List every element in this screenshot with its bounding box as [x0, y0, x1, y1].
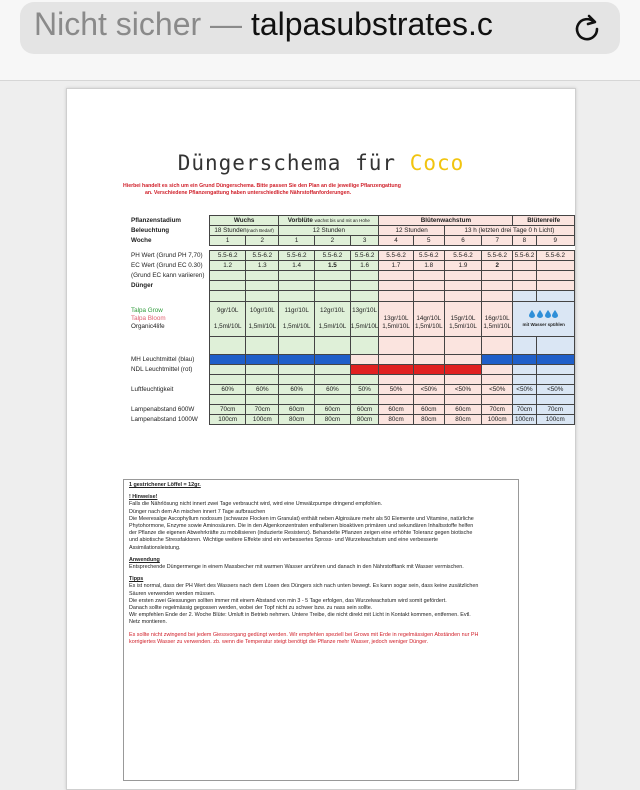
- lamp600-cell: 60cm: [315, 405, 351, 415]
- lamp600-row: [129, 405, 575, 415]
- week-cell: 6: [444, 236, 481, 246]
- empty-cell: [210, 291, 246, 302]
- humidity-row: [129, 385, 575, 395]
- label-duenger: Dünger: [131, 281, 154, 289]
- empty-cell: [129, 395, 210, 405]
- week-cell: 1: [210, 236, 246, 246]
- empty-cell: [350, 355, 379, 365]
- empty-cell: [210, 365, 246, 375]
- empty-cell: [413, 395, 444, 405]
- lamp1000-cell: 80cm: [350, 415, 379, 425]
- stage-row: [129, 216, 575, 226]
- empty-cell: [513, 375, 536, 385]
- mh-light-bar: [315, 355, 351, 365]
- empty-cell: [279, 281, 315, 291]
- dose-cell: [350, 302, 379, 337]
- empty-cell: [350, 271, 379, 281]
- organic-dose: 1,5ml/10L: [318, 323, 347, 330]
- empty-cell: [513, 271, 536, 281]
- empty-cell: [129, 337, 210, 355]
- empty-cell: [379, 395, 413, 405]
- mh-row: [129, 355, 575, 365]
- empty-cell: [482, 291, 513, 302]
- empty-cell: [413, 355, 444, 365]
- empty-cell: [379, 281, 413, 291]
- empty-cell: [246, 281, 279, 291]
- empty-cell: [482, 281, 513, 291]
- duenger-row: [129, 281, 575, 291]
- week-row: [129, 236, 575, 246]
- dose-cell: [379, 302, 413, 337]
- empty-cell: [315, 337, 351, 355]
- lamp1000-row: [129, 415, 575, 425]
- empty-cell: [536, 365, 574, 375]
- empty-cell: [513, 291, 536, 302]
- water-drop-icon: [545, 310, 551, 318]
- empty-cell: [315, 395, 351, 405]
- empty-cell: [350, 375, 379, 385]
- stage-bluetenwachstum: Blütenwachstum: [379, 216, 513, 226]
- empty-cell: [315, 281, 351, 291]
- lamp1000-cell: 100cm: [536, 415, 574, 425]
- label-organic: Organic4life: [131, 323, 165, 330]
- lamp600-cell: 70cm: [210, 405, 246, 415]
- lamp1000-cell: 80cm: [413, 415, 444, 425]
- spoon-note: 1 gestrichener Löffel = 12gr.: [129, 482, 201, 488]
- tipps-line: Säuren verwenden werden müssen.: [129, 590, 216, 597]
- empty-cell: [482, 337, 513, 355]
- lamp600-cell: 70cm: [536, 405, 574, 415]
- tipps-line: Es ist normal, dass der PH Wert des Wassers nach dem Lösen des Düngers sich nach unten bewegt. Es kann sogar sein, dass keine zusätzlichen: [129, 583, 479, 590]
- mh-light-bar: [482, 355, 513, 365]
- empty-cell: [279, 365, 315, 375]
- empty-cell: [413, 281, 444, 291]
- ec-cell: 1.4: [279, 261, 315, 271]
- empty-cell: [210, 281, 246, 291]
- fertilizer-labels: [129, 302, 210, 337]
- empty-cell: [379, 355, 413, 365]
- spacer-row: [129, 291, 575, 302]
- humidity-cell: 50%: [379, 385, 413, 395]
- week-cell: 8: [513, 236, 536, 246]
- empty-cell: [413, 291, 444, 302]
- empty-cell: [444, 281, 481, 291]
- ndl-light-bar: [379, 365, 413, 375]
- intro-text: [123, 183, 503, 197]
- ph-cell: 5.5-6.2: [210, 251, 246, 261]
- bloom-dose: 13gr/10L: [383, 315, 409, 322]
- label-mh: MH Leuchtmittel (blau): [131, 355, 195, 363]
- empty-cell: [482, 395, 513, 405]
- ec-cell: 1.7: [379, 261, 413, 271]
- ph-cell: 5.5-6.2: [379, 251, 413, 261]
- humidity-cell: 60%: [210, 385, 246, 395]
- empty-cell: [315, 291, 351, 302]
- dose-cell: [279, 302, 315, 337]
- organic-dose: 1,5ml/10L: [213, 323, 242, 330]
- ec-row: [129, 261, 575, 271]
- hinweise-line: Phytohormone, Enzyme sowie Aminosäuren. Die in den Algenkonzentraten enthaltenen bioaktiven primären und sekundären Inhaltsstoffe helfen: [129, 523, 474, 530]
- tipps-line: Wir empfehlen Ende der 2. Woche Blüte: Umluft in Betrieb nehmen. Untere Treibe, die nicht direkt mit Licht in Kontakt kommen, entfernen. Evtl.: [129, 612, 471, 619]
- empty-cell: [279, 337, 315, 355]
- lamp1000-cell: 80cm: [315, 415, 351, 425]
- ec-cell: 1.6: [350, 261, 379, 271]
- empty-cell: [246, 337, 279, 355]
- empty-cell: [444, 395, 481, 405]
- light-bluete-2: 13 h (letzten drei Tage 0 h Licht): [444, 226, 574, 236]
- empty-cell: [513, 365, 536, 375]
- empty-cell: [210, 395, 246, 405]
- ph-row: [129, 251, 575, 261]
- reload-icon[interactable]: [572, 13, 602, 43]
- dose-cell: [315, 302, 351, 337]
- humidity-cell: 60%: [246, 385, 279, 395]
- ec-cell: [513, 261, 536, 271]
- empty-cell: [536, 271, 574, 281]
- stage-vorbluete: [279, 216, 379, 226]
- empty-cell: [246, 375, 279, 385]
- humidity-cell: 60%: [315, 385, 351, 395]
- ec-cell: 1.9: [444, 261, 481, 271]
- lamp1000-cell: 80cm: [279, 415, 315, 425]
- fertilizer-schedule-table: [129, 215, 575, 425]
- water-drop-icon: [529, 310, 535, 318]
- ndl-light-bar: [350, 365, 379, 375]
- organic-dose: 1,5ml/10L: [282, 323, 311, 330]
- page-title: [67, 151, 575, 175]
- lamp1000-cell: 100cm: [513, 415, 536, 425]
- anwendung-text: Entsprechende Düngermenge in einem Massbecher mit warmen Wasser anrühren und danach in den Nährstofftank mit Wasser vermischen.: [129, 564, 464, 571]
- spacer-row: [129, 375, 575, 385]
- title-accent: Coco: [409, 151, 465, 175]
- spacer-row: [129, 337, 575, 355]
- dose-cell: [444, 302, 481, 337]
- ec-cell: 2: [482, 261, 513, 271]
- empty-cell: [513, 395, 536, 405]
- lamp600-cell: 60cm: [279, 405, 315, 415]
- label-woche: Woche: [131, 236, 152, 244]
- light-wuchs-note: (nach Bedarf): [246, 227, 274, 233]
- grow-dose: 11gr/10L: [284, 307, 309, 314]
- empty-cell: [513, 337, 536, 355]
- tipps-line: Netz montieren.: [129, 619, 168, 626]
- ec-cell: 1.2: [210, 261, 246, 271]
- empty-cell: [246, 291, 279, 302]
- ph-cell: 5.5-6.2: [246, 251, 279, 261]
- dose-cell: [482, 302, 513, 337]
- stage-bluetenreife: Blütenreife: [513, 216, 575, 226]
- fertilizer-row: [129, 302, 575, 337]
- tipps-line: Die ersten zwei Giessungen sollten immer mit einem Abstand von min 3 - 5 Tage erfolgen, das Wurzelwachstum wird somit gefördert.: [129, 597, 447, 604]
- tipps-heading: Tipps: [129, 576, 144, 583]
- lamp1000-cell: 100cm: [210, 415, 246, 425]
- mh-light-bar: [246, 355, 279, 365]
- light-row: [129, 226, 575, 236]
- light-bluete-1: 12 Stunden: [379, 226, 444, 236]
- ph-cell: 5.5-6.2: [482, 251, 513, 261]
- rinse-label: mit Wasser spühlen: [522, 321, 565, 327]
- week-cell: 2: [315, 236, 351, 246]
- hinweise-line: Die Meeresalge Ascophyllum nodosum (schwarze Flocken im Granulat) enthält neben Alginsäure mehr als 50 Elemente und Vitamine, natürliche: [129, 515, 474, 522]
- ec-cell: 1.8: [413, 261, 444, 271]
- empty-cell: [350, 337, 379, 355]
- ph-cell: 5.5-6.2: [350, 251, 379, 261]
- light-wuchs-hours: 18 Stunden: [214, 226, 247, 234]
- grow-dose: 9gr/10L: [217, 307, 239, 314]
- week-cell: 5: [413, 236, 444, 246]
- label-beleuchtung: Beleuchtung: [131, 226, 170, 234]
- lamp600-cell: 60cm: [350, 405, 379, 415]
- empty-cell: [279, 291, 315, 302]
- rinse-cell: [513, 302, 575, 337]
- bloom-dose: 15gr/10L: [450, 315, 476, 322]
- ec-cell: 1.5: [315, 261, 351, 271]
- notes-box: [123, 479, 519, 781]
- week-cell: 2: [246, 236, 279, 246]
- hinweise-heading: ! Hinweise!: [129, 494, 158, 501]
- lamp1000-cell: 80cm: [444, 415, 481, 425]
- empty-cell: [413, 271, 444, 281]
- week-cell: 4: [379, 236, 413, 246]
- lamp600-cell: 70cm: [513, 405, 536, 415]
- lamp600-cell: 70cm: [246, 405, 279, 415]
- organic-dose: 1,5ml/10L: [414, 323, 443, 330]
- mh-light-bar: [279, 355, 315, 365]
- humidity-cell: <50%: [482, 385, 513, 395]
- empty-cell: [315, 375, 351, 385]
- label-grow: Talpa Grow: [131, 307, 163, 314]
- empty-cell: [279, 395, 315, 405]
- empty-cell: [379, 291, 413, 302]
- empty-cell: [315, 271, 351, 281]
- empty-cell: [444, 337, 481, 355]
- empty-cell: [315, 365, 351, 375]
- lamp600-cell: 70cm: [482, 405, 513, 415]
- grow-dose: 13gr/10L: [352, 307, 378, 314]
- light-wuchs: [210, 226, 279, 236]
- week-cell: 9: [536, 236, 574, 246]
- empty-cell: [279, 271, 315, 281]
- light-vorbluete: 12 Stunden: [279, 226, 379, 236]
- empty-cell: [536, 281, 574, 291]
- stage-vorbluete-label: Vorblüte: [287, 216, 313, 224]
- address-bar[interactable]: [20, 2, 620, 54]
- ph-cell: 5.5-6.2: [536, 251, 574, 261]
- mh-light-bar: [513, 355, 536, 365]
- label-bloom: Talpa Bloom: [131, 315, 166, 322]
- week-cell: 1: [279, 236, 315, 246]
- empty-cell: [513, 281, 536, 291]
- humidity-cell: <50%: [413, 385, 444, 395]
- warning-line: korrigiertes Wasser zu verwenden. zb. wenn die Temperatur steigt benötigt die Pflanze mehr Wasser, jedoch weniger Dünger.: [129, 638, 429, 645]
- empty-cell: [413, 375, 444, 385]
- water-drop-icon: [537, 310, 543, 318]
- label-ec: EC Wert (Grund EC 0.30): [131, 261, 203, 269]
- empty-cell: [129, 375, 210, 385]
- empty-cell: [482, 271, 513, 281]
- lamp1000-cell: 100cm: [246, 415, 279, 425]
- empty-cell: [379, 271, 413, 281]
- ndl-light-bar: [444, 365, 481, 375]
- empty-cell: [246, 271, 279, 281]
- empty-cell: [536, 395, 574, 405]
- water-drop-icon: [552, 310, 558, 318]
- bloom-dose: 14gr/10L: [416, 315, 442, 322]
- hinweise-line: und abiotische Stressfaktoren. Wichtige weitere Effekte sind ein verbessertes Spross- und Wurzelwachstum und eine verbesserte: [129, 537, 439, 544]
- hinweise-line: Assimilationsleistung.: [129, 544, 181, 551]
- humidity-cell: 50%: [350, 385, 379, 395]
- ph-cell: 5.5-6.2: [315, 251, 351, 261]
- organic-dose: 1,5ml/10L: [382, 323, 410, 330]
- empty-cell: [379, 337, 413, 355]
- ph-cell: 5.5-6.2: [444, 251, 481, 261]
- hinweise-line: Falls die Nährlösung nicht innert zwei Tage verbraucht wird, wird eine Umwälzpumpe dringend empfohlen.: [129, 501, 383, 508]
- title-main: Düngerschema für: [177, 151, 397, 175]
- grow-dose: 12gr/10L: [319, 307, 345, 314]
- lamp600-cell: 60cm: [444, 405, 481, 415]
- organic-dose: 1,5ml/10L: [483, 323, 512, 330]
- url-domain: talpasubstrates.c: [250, 6, 493, 42]
- organic-dose: 1,5ml/10L: [350, 323, 379, 330]
- grow-dose: 10gr/10L: [249, 307, 275, 314]
- empty-cell: [482, 375, 513, 385]
- humidity-cell: 60%: [279, 385, 315, 395]
- week-cell: 3: [350, 236, 379, 246]
- label-stadium: Pflanzenstadium: [131, 216, 182, 224]
- empty-cell: [210, 271, 246, 281]
- humidity-cell: <50%: [444, 385, 481, 395]
- empty-cell: [444, 355, 481, 365]
- lamp600-cell: 60cm: [379, 405, 413, 415]
- not-secure-label: Nicht sicher —: [34, 6, 243, 42]
- empty-cell: [536, 375, 574, 385]
- empty-cell: [210, 375, 246, 385]
- spacer-row: [129, 395, 575, 405]
- empty-cell: [246, 365, 279, 375]
- week-cell: 7: [482, 236, 513, 246]
- label-luft: Luftfeuchtigkeit: [131, 385, 174, 393]
- humidity-cell: <50%: [536, 385, 574, 395]
- empty-cell: [350, 395, 379, 405]
- lamp1000-cell: 100cm: [482, 415, 513, 425]
- organic-dose: 1,5ml/10L: [449, 323, 477, 330]
- empty-cell: [350, 291, 379, 302]
- water-drops: [513, 310, 574, 321]
- empty-cell: [279, 375, 315, 385]
- browser-toolbar: [0, 0, 640, 81]
- empty-cell: [210, 337, 246, 355]
- empty-cell: [444, 291, 481, 302]
- empty-cell: [536, 291, 574, 302]
- ph-cell: 5.5-6.2: [413, 251, 444, 261]
- url-text[interactable]: [34, 6, 554, 43]
- mh-light-bar: [210, 355, 246, 365]
- dose-cell: [246, 302, 279, 337]
- ec-cell: 1.3: [246, 261, 279, 271]
- organic-dose: 1,5ml/10L: [248, 323, 277, 330]
- empty-cell: [350, 281, 379, 291]
- ec-note-row: [129, 271, 575, 281]
- lamp1000-cell: 80cm: [379, 415, 413, 425]
- tipps-line: Danach sollte regelmässig gegossen werden, wobei der Topf nicht zu schwer bzw. zu nass sein sollte.: [129, 605, 373, 612]
- empty-cell: [444, 375, 481, 385]
- stage-wuchs: Wuchs: [210, 216, 279, 226]
- ph-cell: 5.5-6.2: [279, 251, 315, 261]
- empty-cell: [536, 337, 574, 355]
- document-page: [66, 88, 576, 790]
- dose-cell: [210, 302, 246, 337]
- ec-cell: [536, 261, 574, 271]
- label-ndl: NDL Leuchtmittel (rot): [131, 365, 193, 373]
- dose-cell: [413, 302, 444, 337]
- lamp600-cell: 60cm: [413, 405, 444, 415]
- empty-cell: [246, 395, 279, 405]
- label-lampe1000: Lampenabstand 1000W: [131, 415, 198, 423]
- intro-line-1: Hierbei handelt es sich um ein Grund Düngerschema. Bitte passen Sie den Plan an die jeweilige Pflanzengattung: [123, 183, 401, 189]
- mh-light-bar: [536, 355, 574, 365]
- label-ec-note: (Grund EC kann variieren): [131, 271, 205, 279]
- intro-line-2: an. Verschiedene Pflanzengattung haben unterschiedliche Nährstoffanforderungen.: [145, 190, 352, 196]
- empty-cell: [379, 375, 413, 385]
- humidity-cell: <50%: [513, 385, 536, 395]
- ndl-light-bar: [413, 365, 444, 375]
- hinweise-line: der Pflanze die eigenen Abwehrkräfte zu mobilisieren (induzierte Resistenz). Behandelte Pflanzen zeigen eine erhöhte Toleranz gegen biotische: [129, 530, 473, 537]
- ndl-row: [129, 365, 575, 375]
- empty-cell: [129, 291, 210, 302]
- ph-cell: 5.5-6.2: [514, 251, 535, 259]
- warning-line: Es sollte nicht zwingend bei jedem Giessvorgang gedüngt werden. Wir empfehlen speziell bei Grows mit Erde in regelmässigen Abständen nur PH: [129, 631, 479, 638]
- stage-vorbluete-note: wächst bis und mit an Höhe: [314, 217, 370, 223]
- empty-cell: [413, 337, 444, 355]
- label-ph: PH Wert (Grund PH 7,70): [131, 251, 203, 259]
- empty-cell: [444, 271, 481, 281]
- label-lampe600: Lampenabstand 600W: [131, 405, 195, 413]
- bloom-dose: 16gr/10L: [484, 315, 510, 322]
- hinweise-line: Dünger nach dem An mischen innert 7 Tage aufbrauchen: [129, 508, 266, 515]
- anwendung-heading: Anwendung: [129, 556, 160, 563]
- empty-cell: [482, 365, 513, 375]
